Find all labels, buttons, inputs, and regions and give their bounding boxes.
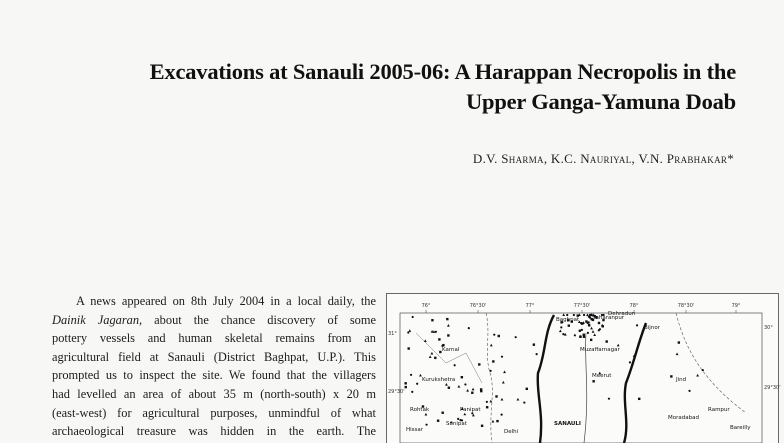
body-line-4: agricultural field at Sanauli (District Baghpat, U.P.). This <box>52 348 376 367</box>
map-place-label: Baghpat <box>556 317 580 323</box>
map-place-label: Rohtak <box>410 407 430 413</box>
site-marker <box>404 382 406 384</box>
map-top-tick-label: 76° <box>422 303 431 309</box>
site-marker <box>457 418 459 420</box>
site-marker <box>579 336 581 338</box>
site-marker <box>407 347 409 349</box>
map-top-tick-label: 78°30' <box>678 303 695 309</box>
author-3-smallcaps: rabhakar <box>674 151 727 166</box>
map-place-label: Karnal <box>442 347 460 353</box>
body-line-2 <box>52 311 376 330</box>
site-marker <box>486 406 488 408</box>
paper-title <box>36 57 736 117</box>
title-line-1: Excavations at Sanauli 2005-06: A Harappan Necropolis in the <box>36 57 736 87</box>
site-marker <box>526 388 528 390</box>
body-line-6: had levelled an area of about 35 m (north-south) x 20 m <box>52 385 376 404</box>
site-marker <box>583 314 585 316</box>
body-line-7: (east-west) for agricultural purposes, unmindful of what <box>52 404 376 423</box>
site-marker <box>425 424 427 426</box>
map-top-tick-label: 77° <box>526 303 535 309</box>
site-marker <box>405 386 407 388</box>
site-marker <box>431 319 433 321</box>
site-marker <box>441 412 443 414</box>
map-top-tick-label: 79° <box>732 303 741 309</box>
map-place-label: Bareilly <box>730 425 751 431</box>
site-marker <box>515 336 517 338</box>
map-place-label: Dehradun <box>608 311 636 317</box>
site-marker <box>454 364 456 366</box>
site-marker <box>678 341 680 343</box>
site-marker <box>437 420 439 422</box>
map-place-label: Hissar <box>406 427 424 433</box>
site-marker <box>493 334 495 336</box>
site-marker <box>416 383 418 385</box>
site-marker <box>702 369 704 371</box>
site-marker <box>468 327 470 329</box>
map-place-label: Moradabad <box>668 415 699 421</box>
site-marker <box>638 398 640 400</box>
map-place-label: Rampur <box>708 407 730 413</box>
author-footnote-mark: * <box>727 151 734 166</box>
site-marker <box>523 401 525 403</box>
site-marker <box>411 391 413 393</box>
site-marker <box>573 314 575 316</box>
body-line-8: archaeological treasure was hidden in the earth. The <box>52 422 376 441</box>
map-place-label: Jind <box>675 377 686 383</box>
site-marker <box>471 392 473 394</box>
map-left-tick-label: 31° <box>388 331 397 337</box>
site-map-svg <box>386 293 784 443</box>
site-marker <box>412 316 414 318</box>
map-place-label: Panipat <box>460 407 481 413</box>
site-marker <box>579 330 581 332</box>
site-marker <box>448 387 450 389</box>
site-marker <box>489 370 491 372</box>
map-top-tick-label: 77°30' <box>574 303 591 309</box>
site-marker <box>442 344 444 346</box>
site-marker <box>447 334 449 336</box>
map-place-label: Meerut <box>592 373 612 379</box>
map-place-label: Delhi <box>504 429 519 435</box>
newspaper-name: Dainik Jagaran, <box>52 313 142 327</box>
author-2-prefix: , K.C. N <box>544 151 590 166</box>
site-marker <box>496 420 498 422</box>
map-place-label: Muzaffarnagar <box>580 347 621 353</box>
author-1-prefix: D.V. S <box>473 151 509 166</box>
map-right-tick-label: 30° <box>764 325 773 331</box>
site-marker <box>438 338 440 340</box>
author-2-smallcaps: auriyal <box>590 151 632 166</box>
site-marker <box>481 425 483 427</box>
site-marker <box>434 357 436 359</box>
site-marker <box>598 329 600 331</box>
site-marker <box>435 331 437 333</box>
site-marker <box>566 314 568 316</box>
site-marker <box>606 340 608 342</box>
site-marker <box>478 363 480 365</box>
site-marker <box>461 376 463 378</box>
site-marker <box>533 343 535 345</box>
map-right-tick-label: 29°30' <box>764 385 781 391</box>
site-marker <box>464 383 466 385</box>
site-marker <box>410 374 412 376</box>
site-marker <box>501 356 503 358</box>
site-marker <box>598 322 600 324</box>
site-marker <box>568 324 570 326</box>
site-marker <box>590 339 592 341</box>
body-paragraph <box>52 292 376 441</box>
site-marker <box>446 318 448 320</box>
site-marker <box>560 326 562 328</box>
site-marker <box>586 322 588 324</box>
author-list <box>473 151 734 167</box>
map-top-tick-label: 76°30' <box>470 303 487 309</box>
map-place-label: Saharanpur <box>592 315 625 321</box>
map-place-label: Kurukshetra <box>422 377 455 383</box>
site-marker <box>636 324 638 326</box>
site-marker <box>670 375 672 377</box>
body-line-1: A news appeared on 8th July 2004 in a local daily, the <box>52 292 376 311</box>
site-marker <box>587 332 589 334</box>
site-marker <box>498 335 500 337</box>
site-marker <box>608 398 610 400</box>
author-1-smallcaps: harma <box>509 151 544 166</box>
body-line-2-rest: about the chance discovery of some <box>142 313 376 327</box>
site-marker <box>581 329 583 331</box>
body-line-3: pottery vessels and human skeletal remains from an <box>52 329 376 348</box>
site-marker <box>492 360 494 362</box>
site-marker <box>583 336 585 338</box>
site-marker <box>688 390 690 392</box>
title-line-2: Upper Ganga-Yamuna Doab <box>36 87 736 117</box>
site-marker <box>629 361 631 363</box>
map-place-label: SANAULI <box>554 421 581 427</box>
site-marker <box>536 353 538 355</box>
map-top-tick-label: 78° <box>630 303 639 309</box>
map-left-tick-label: 29°30' <box>388 389 405 395</box>
map-place-label: Bijnor <box>644 325 661 331</box>
site-marker <box>480 390 482 392</box>
site-marker <box>592 380 594 382</box>
site-marker <box>574 334 576 336</box>
site-marker <box>486 401 488 403</box>
site-marker <box>501 414 503 416</box>
site-map <box>386 293 784 443</box>
author-3-prefix: , V.N. P <box>632 151 675 166</box>
map-place-label: Sonipat <box>446 421 468 427</box>
body-line-5: prompted us to inspect the site. We found that the villagers <box>52 366 376 385</box>
site-marker <box>562 333 564 335</box>
site-marker <box>495 395 497 397</box>
